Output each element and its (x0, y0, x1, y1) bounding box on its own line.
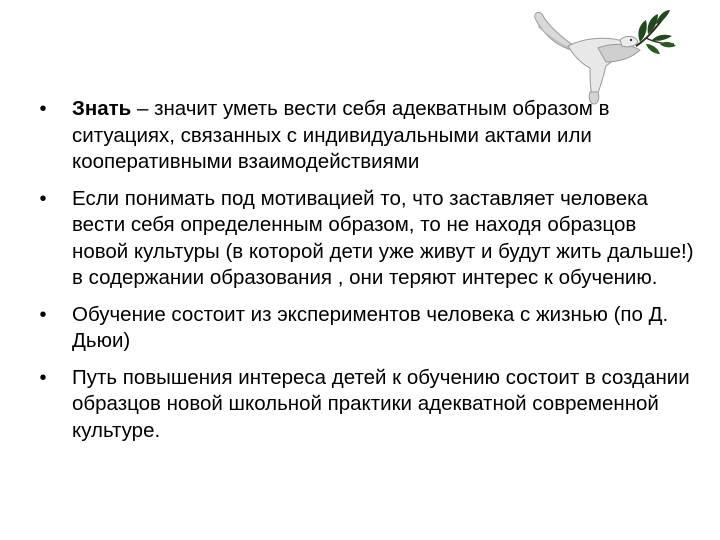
bullet-text: – значит уметь вести себя адекватным образом в ситуациях, связанных с индивидуальными актами или кооперативными взаимодействиями (72, 97, 610, 173)
dove-with-olive-branch-icon (528, 6, 678, 106)
bullet-item-motivation (36, 186, 696, 292)
bullet-icon: • (39, 98, 47, 120)
bullet-text: Путь повышения интереса детей к обучению состоит в создании образцов новой школьной практики адекватной современной культуре. (72, 365, 690, 442)
bullet-text: Обучение состоит из экспериментов человека с жизнью (по Д. Дьюи) (72, 302, 669, 352)
bullet-icon: • (39, 303, 47, 326)
bullet-text: Если понимать под мотивацией то, что заставляет человека вести себя определенным образом, то не находя образцов новой культуры (в которой дети уже живут и будут жить дальше!) в содержании образования , они теряют интерес к обучению. (72, 186, 694, 289)
bullet-item-learning (36, 302, 696, 355)
bullet-item-interest (36, 365, 696, 445)
bullet-icon: • (39, 366, 47, 389)
bullet-list (36, 96, 696, 454)
bullet-item-know (36, 96, 696, 176)
bullet-icon: • (39, 187, 47, 210)
bullet-term: Знать (72, 97, 132, 120)
